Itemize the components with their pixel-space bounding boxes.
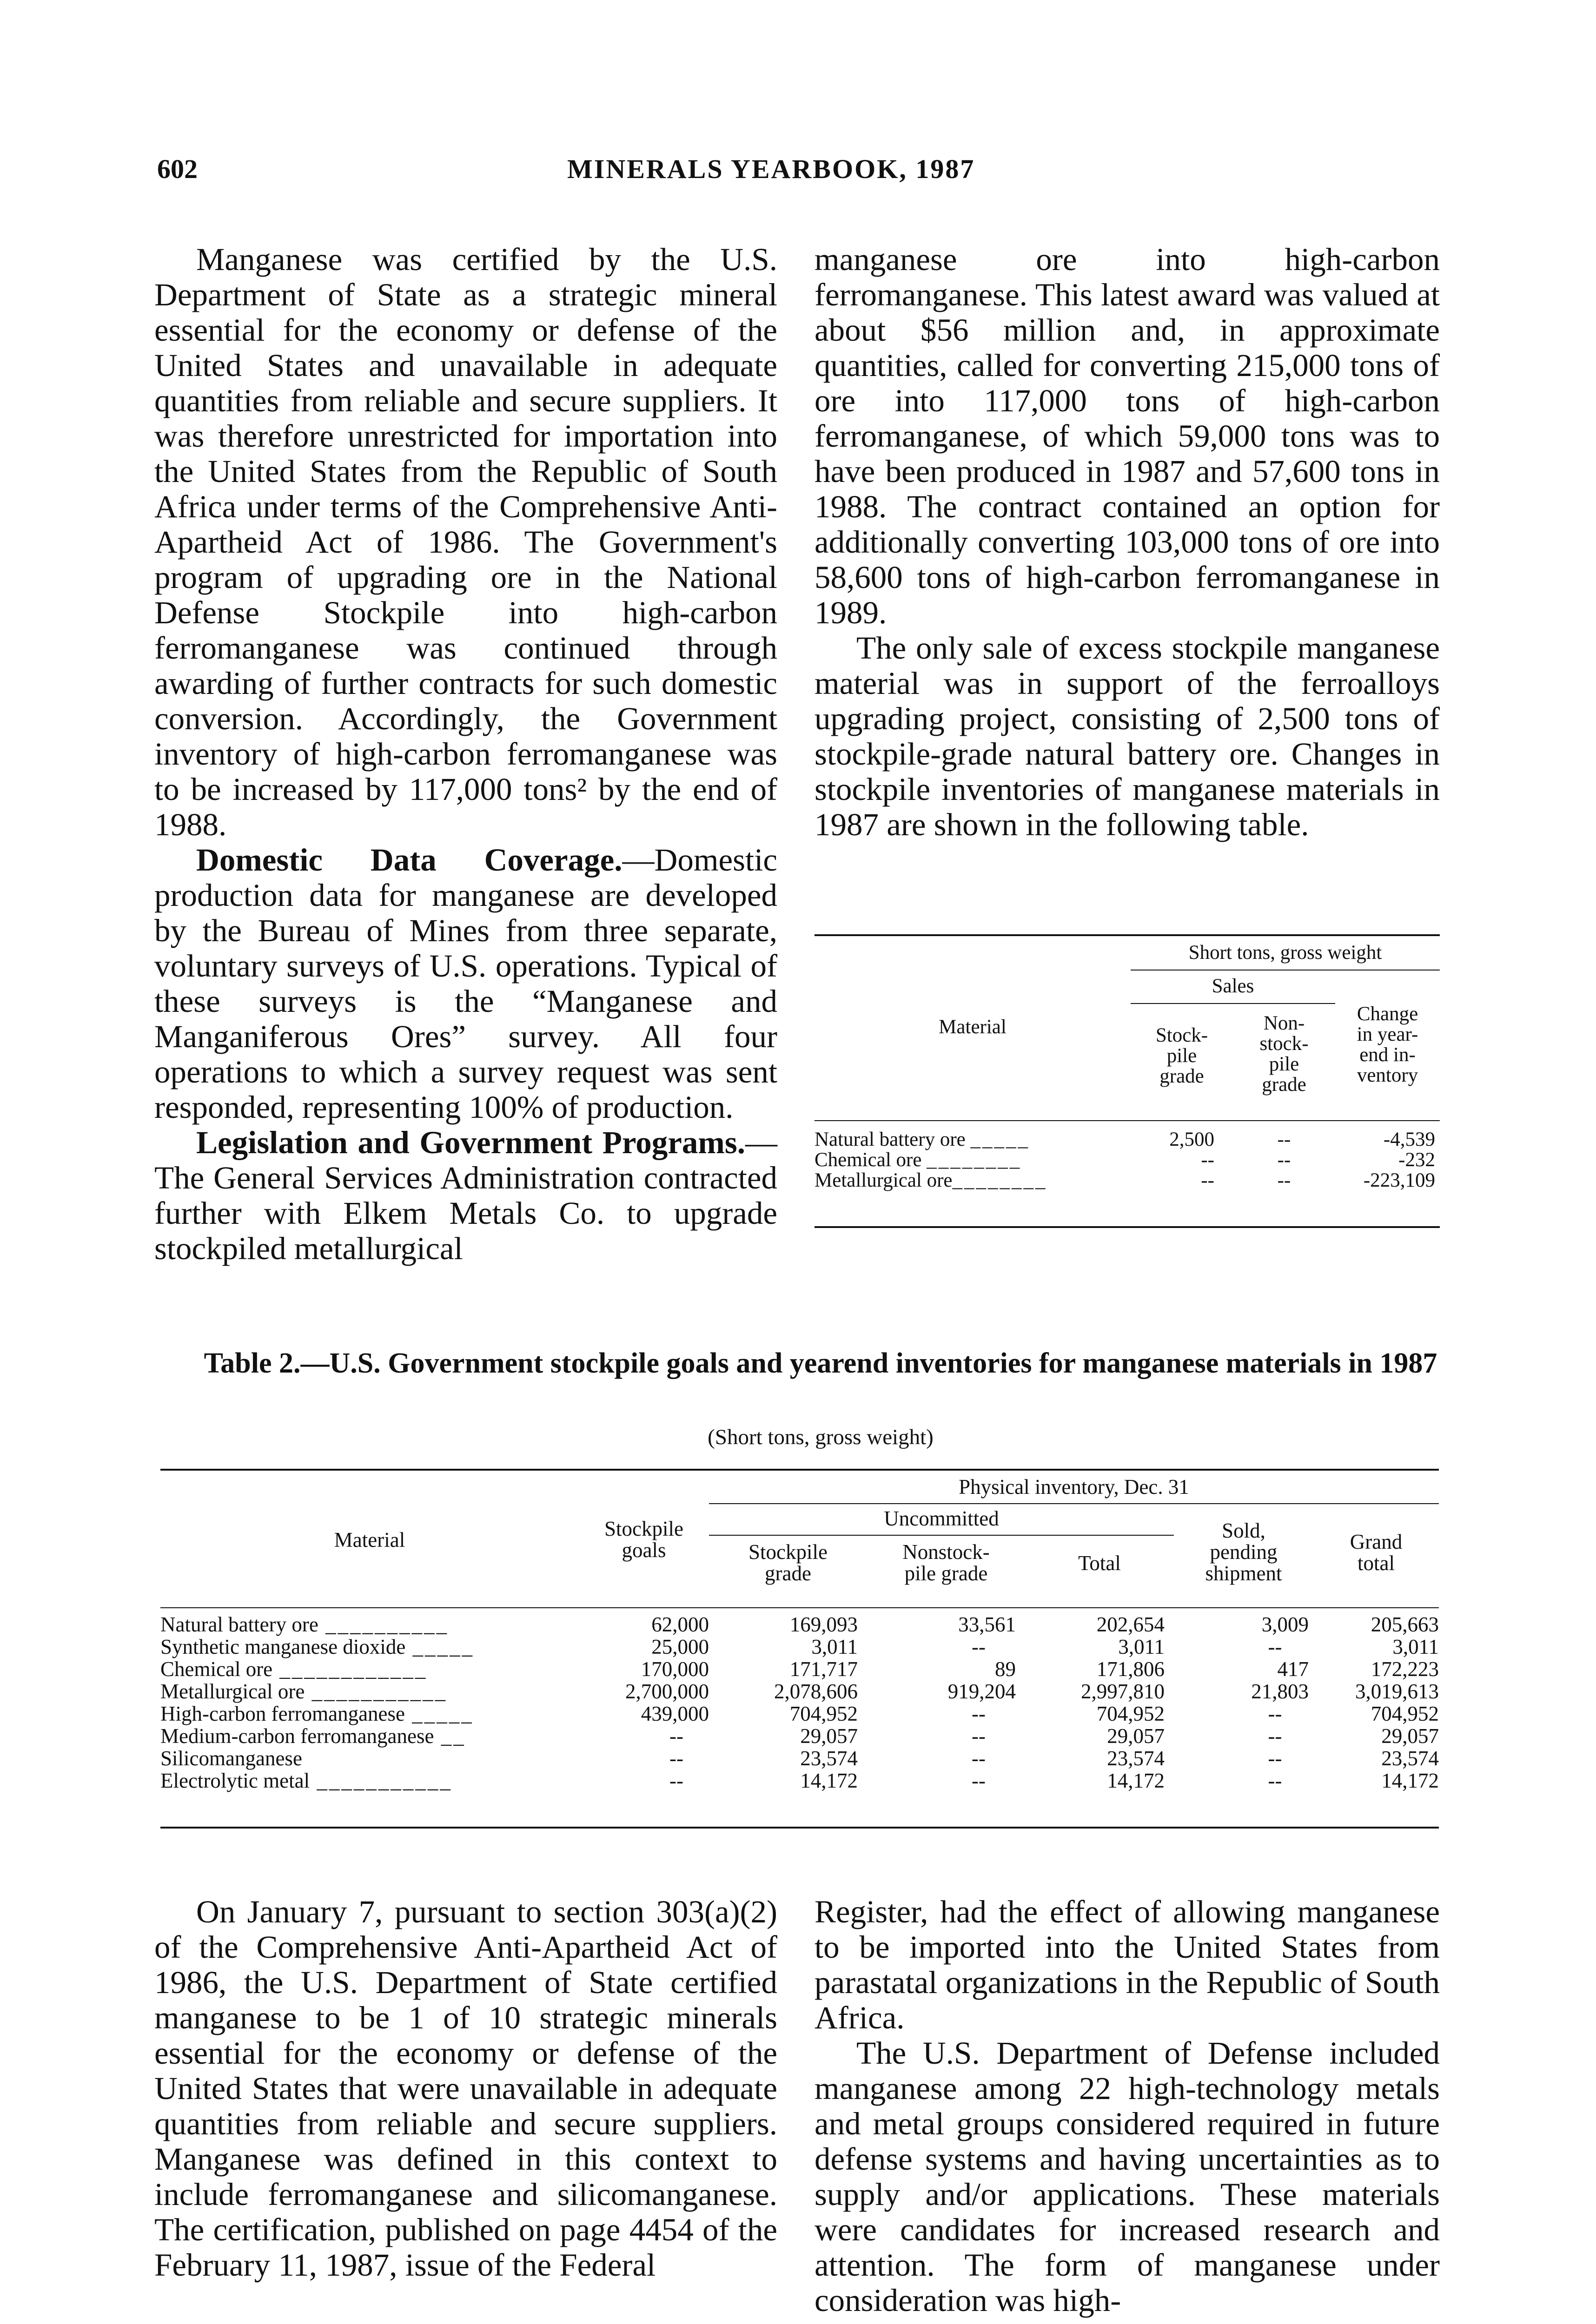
table-rule [815, 1226, 1440, 1228]
table-rule [815, 1120, 1440, 1121]
row-label: High-carbon ferromanganese [160, 1702, 405, 1725]
stockpile-value: 2,500 [1169, 1129, 1214, 1150]
paragraph: On January 7, pursuant to section 303(a)(2) of the Comprehensive Anti-Apartheid Act of 1986, the U.S. Department of State certified manganese to be 1 of 10 strategic minerals essential for the economy or defense of the United States that were unavailable in adequate quantities from reliable and secure suppliers. Manganese was defined in this context to include ferromanganese and silicomanganese. The certification, published on page 4454 of the February 11, 1987, issue of the Federal [154, 1894, 777, 2283]
physical-inventory-header: Physical inventory, Dec. 31 [959, 1475, 1189, 1499]
grand-total-value: 3,019,613 [1355, 1680, 1439, 1703]
total-value: 3,011 [1118, 1635, 1165, 1658]
grand-total-value: 23,574 [1381, 1747, 1439, 1770]
sold-value: -- [1268, 1724, 1282, 1748]
total-header: Total [1078, 1552, 1121, 1575]
sold-header: Sold, pending shipment [1205, 1519, 1282, 1585]
table-rule [709, 1503, 1439, 1504]
nonstockpile-grade-value: -- [972, 1635, 986, 1658]
paragraph: The U.S. Department of Defense included manganese among 22 high-technology metals and metal groups considered required in future defense systems and having uncertainties as to supply and/or applications. These materials were candidates for increased research and attention. The form of manganese under consideration was high- [815, 2035, 1440, 2318]
paragraph [154, 1125, 777, 1266]
page-number: 602 [157, 154, 198, 184]
goals-value: -- [669, 1724, 683, 1748]
stockpile-value: -- [1201, 1149, 1214, 1171]
stockpile-grade-header: Stock- pile grade [1155, 1024, 1208, 1087]
goals-value: 170,000 [641, 1657, 709, 1681]
table-rule [160, 1607, 1439, 1608]
table-rule [815, 934, 1440, 936]
text-column-4 [815, 1894, 1440, 2318]
nonstockpile-value: -- [1277, 1169, 1291, 1191]
dot-leader: ____________ [272, 1657, 428, 1681]
total-value: 171,806 [1096, 1657, 1165, 1681]
sold-value: -- [1268, 1702, 1282, 1725]
total-value: 23,574 [1107, 1747, 1165, 1770]
stockpile-grade-value: 14,172 [800, 1769, 858, 1792]
nonstockpile-value: -- [1277, 1149, 1291, 1171]
sold-value: 3,009 [1261, 1613, 1309, 1636]
table-2-subtitle: (Short tons, gross weight) [708, 1425, 934, 1449]
dot-leader: _____ [970, 1129, 1030, 1150]
row-label: Natural battery ore [160, 1613, 318, 1636]
text-column-2 [815, 242, 1440, 842]
grand-total-header: Grand total [1350, 1530, 1403, 1575]
sales-header: Sales [1212, 975, 1254, 997]
grand-total-value: 172,223 [1371, 1657, 1439, 1681]
row-label: Synthetic manganese dioxide [160, 1635, 406, 1658]
change-value: -232 [1398, 1149, 1435, 1171]
stockpile-changes-table [815, 934, 1440, 1260]
dot-leader: ________ [927, 1149, 1022, 1171]
paragraph: The only sale of excess stockpile manganese material was in support of the ferroalloys upgrading project, consisting of 2,500 tons of stockpile-grade natural battery ore. Changes in stockpile inventories of manganese materials in 1987 are shown in the following table. [815, 630, 1440, 842]
grand-total-value: 704,952 [1371, 1702, 1439, 1725]
sold-value: -- [1268, 1747, 1282, 1770]
paragraph: manganese ore into high-carbon ferromanganese. This latest award was valued at about $56 million and, in approximate quantities, called for converting 215,000 tons of ore into 117,000 tons of high-carbon ferromanganese, of which 59,000 tons was to have been produced in 1987 and 57,600 tons in 1988. The contract contained an option for additionally converting 103,000 tons of ore into 58,600 tons of high-carbon ferromanganese in 1989. [815, 242, 1440, 630]
total-value: 704,952 [1096, 1702, 1165, 1725]
goals-value: 25,000 [651, 1635, 709, 1658]
table-rule [1131, 1003, 1335, 1004]
change-value: -4,539 [1383, 1129, 1435, 1150]
sold-value: 417 [1277, 1657, 1309, 1681]
paragraph: Register, had the effect of allowing manganese to be imported into the United States from parastatal organizations in the Republic of South Africa. [815, 1894, 1440, 2035]
table-rule [1131, 970, 1440, 971]
dot-leader: ___________ [310, 1769, 452, 1792]
row-label: Natural battery ore [815, 1129, 966, 1150]
row-label: Metallurgical ore [815, 1169, 953, 1191]
units-header: Short tons, gross weight [1188, 942, 1382, 964]
text-column-1 [154, 242, 777, 1266]
stockpile-grade-value: 704,952 [789, 1702, 858, 1725]
dot-leader: _____ [405, 1635, 475, 1658]
nonstockpile-grade-header: Non- stock- pile grade [1259, 1012, 1309, 1096]
table-2-title: Table 2.—U.S. Government stockpile goals and yearend inventories for manganese materials in 1987 [204, 1347, 1437, 1379]
change-header: Change in year- end in- ventory [1357, 1003, 1418, 1086]
dot-leader: _____ [405, 1702, 474, 1725]
stockpile-grade-value: 171,717 [789, 1657, 858, 1681]
nonstockpile-value: -- [1277, 1129, 1291, 1150]
stockpile-value: -- [1201, 1169, 1214, 1191]
nonstockpile-grade-value: -- [972, 1702, 986, 1725]
nonstockpile-grade-value: 33,561 [958, 1613, 1016, 1636]
goals-header: Stockpile goals [604, 1517, 683, 1562]
stockpile-grade-value: 23,574 [800, 1747, 858, 1770]
stockpile-grade-value: 2,078,606 [774, 1680, 858, 1703]
nonstockpile-grade-value: -- [972, 1769, 986, 1792]
sold-value: -- [1268, 1769, 1282, 1792]
total-value: 29,057 [1107, 1724, 1165, 1748]
grand-total-value: 205,663 [1371, 1613, 1439, 1636]
nonstockpile-grade-header: Nonstock- pile grade [902, 1540, 990, 1585]
goals-value: 2,700,000 [625, 1680, 709, 1703]
section-heading: Legislation and Government Programs. [196, 1125, 745, 1160]
row-label: Chemical ore [815, 1149, 922, 1171]
stockpile-grade-value: 29,057 [800, 1724, 858, 1748]
sold-value: -- [1268, 1635, 1282, 1658]
dot-leader: __ [434, 1724, 466, 1748]
goals-value: -- [669, 1769, 683, 1792]
nonstockpile-grade-value: 89 [995, 1657, 1016, 1681]
change-value: -223,109 [1363, 1169, 1435, 1191]
paragraph-body: —Domestic production data for manganese are developed by the Bureau of Mines from three separate, voluntary surveys of U.S. operations. Typical of these surveys is the “Manganese and Manganiferous Ores” survey. All four operations to which a survey request was sent responded, representing 100% of production. [154, 842, 777, 1125]
stockpile-grade-value: 169,093 [789, 1613, 858, 1636]
nonstockpile-grade-value: -- [972, 1724, 986, 1748]
section-heading: Domestic Data Coverage. [196, 842, 623, 878]
grand-total-value: 14,172 [1381, 1769, 1439, 1792]
goals-value: -- [669, 1747, 683, 1770]
total-value: 14,172 [1107, 1769, 1165, 1792]
material-header: Material [334, 1528, 405, 1552]
text-column-3 [154, 1894, 777, 2283]
row-label: Chemical ore [160, 1657, 273, 1681]
total-value: 2,997,810 [1081, 1680, 1165, 1703]
row-label: Electrolytic metal [160, 1769, 310, 1792]
table-rule [160, 1827, 1439, 1829]
nonstockpile-grade-value: -- [972, 1747, 986, 1770]
stockpile-goals-table [160, 1469, 1439, 1850]
nonstockpile-grade-value: 919,204 [947, 1680, 1016, 1703]
paragraph: Manganese was certified by the U.S. Department of State as a strategic mineral essential for the economy or defense of the United States and unavailable in adequate quantities from reliable and secure suppliers. It was therefore unrestricted for importation into the United States from the Republic of South Africa under terms of the Comprehensive Anti-Apartheid Act of 1986. The Government's program of upgrading ore in the National Defense Stockpile into high-carbon ferromanganese was continued through awarding of further contracts for such domestic conversion. Accordingly, the Government inventory of high-carbon ferromanganese was to be increased by 117,000 tons² by the end of 1988. [154, 242, 777, 842]
row-label: Silicomanganese [160, 1747, 302, 1770]
goals-value: 439,000 [641, 1702, 709, 1725]
total-value: 202,654 [1096, 1613, 1165, 1636]
stockpile-grade-value: 3,011 [811, 1635, 858, 1658]
running-head: MINERALS YEARBOOK, 1987 [567, 154, 975, 184]
dot-leader: ________ [952, 1169, 1047, 1191]
goals-value: 62,000 [651, 1613, 709, 1636]
paragraph [154, 842, 777, 1125]
paragraph-body: —The General Services Administration contracted further with Elkem Metals Co. to upgrade stockpiled metallurgical [154, 1125, 777, 1266]
row-label: Medium-carbon ferromanganese [160, 1724, 434, 1748]
stockpile-grade-header: Stockpile grade [748, 1540, 828, 1585]
uncommitted-header: Uncommitted [884, 1507, 999, 1530]
row-label: Metallurgical ore [160, 1680, 305, 1703]
dot-leader: ___________ [305, 1680, 448, 1703]
material-header: Material [939, 1016, 1007, 1038]
dot-leader: __________ [318, 1613, 449, 1636]
table-rule [160, 1469, 1439, 1471]
table-rule [709, 1535, 1174, 1536]
grand-total-value: 3,011 [1392, 1635, 1439, 1658]
grand-total-value: 29,057 [1381, 1724, 1439, 1748]
sold-value: 21,803 [1251, 1680, 1309, 1703]
